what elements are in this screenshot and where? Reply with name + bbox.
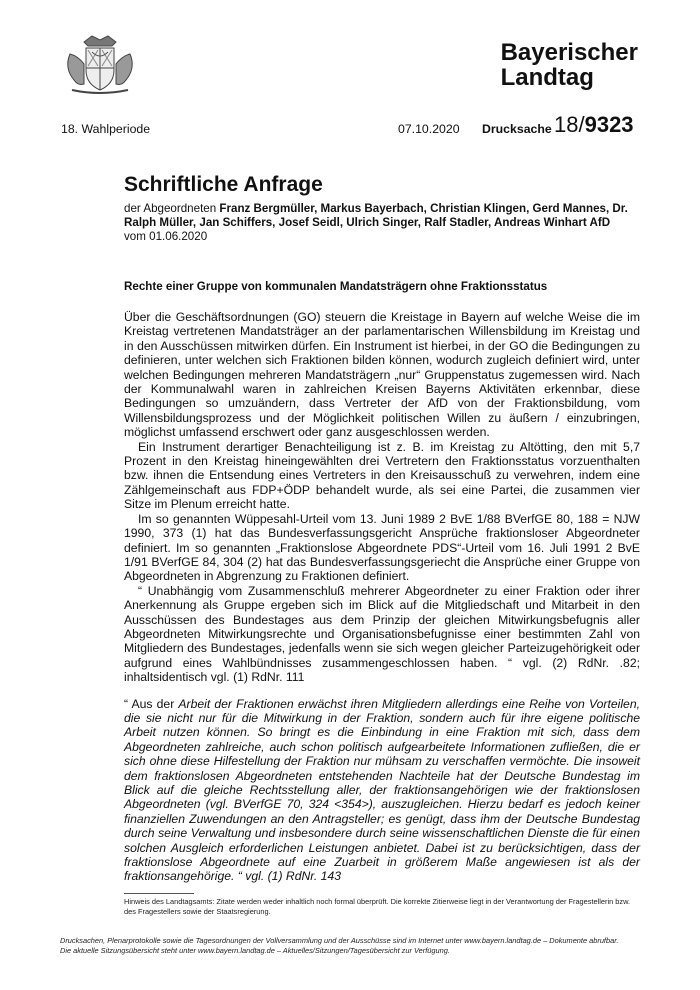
body-paragraph: Über die Geschäftsordnungen (GO) steuern die Kreistage in Bayern auf welche Weise die im Kreistag vertretenen Mandatsträger an der parlamentarischen Willensbildung im Kreistag und in den Ausschüssen mitwirken dürfen. Ein Instrument ist hierbei, in der GO die Bedingungen zu definieren, unter welchen sich Fraktionen bilden können, wodurch zugleich definiert wird, unter welchen Bedingungen mehreren Mandatsträgern „nur“ Gruppenstatus zugemessen wird. Nach der Kommunalwahl waren in zahlreichen Kreisen Bayerns Aktivitäten erkennbar, diese Bedingungen so umzuändern, dass Vertreter der AfD von der Fraktionsbildung, vom Willensbildungsprozess und der Möglichkeit politischen Willen zu äußern / einzubringen, möglichst umfassend erschwert oder ganz ausgeschlossen werden. bbox=[124, 310, 640, 440]
quote-italic-text: Arbeit der Fraktionen erwächst ihren Mitgliedern allerdings eine Reihe von Vorteilen, die sie nicht nur für die Mitwirkung in der Fraktion, sondern auch für ihre eigene politische Arbeit nutzen können. So bringt es die Einbindung in eine Fraktion mit sich, dass dem Abgeordneten zahlreiche, auch schon politisch aufgearbeitete Informationen zufließen, die er sich ohne diese Hilfestellung der Fraktion nur mühsam zu verschaffen vermöchte. Die insoweit dem fraktionslosen Abgeordneten entstehenden Nachteile hat der Deutsche Bundestag im Blick auf die gleiche Rechtsstellung aller, der fraktionsangehörigen wie der fraktionslosen Abgeordneten (vgl. BVerfGE 70, 324 <354>), auszugleichen. Hierzu bedarf es jedoch keiner finanziellen Zuwendungen an den Antragsteller; es genügt, dass ihm der Deutsche Bundestag durch seine Verwaltung und insbesondere durch seine wissenschaftlichen Dienste die für einen solchen Ausgleich erforderlichen Leistungen anbietet. Dabei ist zu berücksichtigen, dass der fraktionslose Abgeordnete auf eine Zuarbeit in größerem Maße angewiesen ist als der fraktionsangehörige. “ vgl. (1) RdNr. 143 bbox=[124, 696, 640, 884]
page-footer bbox=[60, 936, 640, 956]
quote-paragraph bbox=[124, 697, 640, 884]
authors-block bbox=[124, 202, 640, 244]
document-date: 07.10.2020 bbox=[398, 122, 460, 136]
footnote-divider bbox=[124, 893, 194, 894]
footer-line-2: Die aktuelle Sitzungsübersicht steht unter www.bayern.landtag.de – Aktuelles/Sitzungen/Tagesübersicht zur Verfügung. bbox=[60, 946, 450, 955]
drucksache-label: Drucksache bbox=[482, 122, 552, 136]
wahlperiode: 18. Wahlperiode bbox=[61, 122, 151, 136]
body-paragraph: “ Unabhängig vom Zusammenschluß mehrerer Abgeordneter zu einer Fraktion oder ihrer Anerkennung als Gruppe ergeben sich im Blick auf die Mitgliedschaft und Mitarbeit in den Ausschüssen des Bundestages aus dem Prinzip der gleichen Mitwirkungsbefugnis aller Abgeordneten Mitwirkungsrechte und Organisationsbefugnisse einer bestimmten Zahl von Mitgliedern des Bundestages, jedenfalls wenn sie sich wegen gleicher Parteizugehörigkeit oder aufgrund eines Wahlbündnisses zusammengeschlossen haben. “ vgl. (2) RdNr. .82; inhaltsidentisch vgl. (1) RdNr. 111 bbox=[124, 583, 640, 685]
document-body bbox=[124, 310, 640, 884]
footer-line-1: Drucksachen, Plenarprotokolle sowie die Tagesordnungen der Vollversammlung und der Ausschüsse sind im Internet unter www.bayern.landtag.de – Dokumente abrufbar. bbox=[60, 936, 619, 945]
drucksache-main-number: 9323 bbox=[584, 112, 634, 137]
document-meta-row bbox=[0, 112, 700, 138]
quote-open: “ Aus der bbox=[124, 696, 179, 711]
body-paragraph: Ein Instrument derartiger Benachteiligung ist z. B. im Kreistag zu Altötting, den mit 5,7 Prozent in den Kreistag hineingewählten drei Vertretern den Fraktionsstatus vorzuenthalten bzw. ihnen die Entsendung eines Vertreters in den Kreisausschuß zu verwehren, indem eine Zählgemeinschaft aus FDP+ÖDP behandelt wurde, als sei eine Partei, die zusammen vier Sitze im Plenum erreicht hatte. bbox=[124, 439, 640, 512]
document-subject: Rechte einer Gruppe von kommunalen Mandatsträgern ohne Fraktionsstatus bbox=[124, 280, 548, 293]
brand-line-1: Bayerischer bbox=[500, 39, 638, 66]
authors-date: vom 01.06.2020 bbox=[124, 230, 208, 243]
body-paragraph: Im so genannten Wüppesahl-Urteil vom 13. Juni 1989 2 BvE 1/88 BVerfGE 80, 188 = NJW 1990, 373 (1) hat das Bundesverfassungsgericht Ansprüche fraktionsloser Abgeordneter definiert. Im so genannten „Fraktionslose Abgeordnete PDS“-Urteil vom 16. Juli 1991 2 BvE 1/91 BVerfGE 84, 304 (2) hat das Bundesverfassungsgeriecht die Ansprüche einer Gruppe von Abgeordneten in Abgrenzung zu Fraktionen definiert. bbox=[124, 511, 640, 584]
authors-prefix: der Abgeordneten bbox=[124, 202, 220, 215]
drucksache-prefix: 18/ bbox=[554, 112, 585, 137]
document-title: Schriftliche Anfrage bbox=[124, 173, 323, 196]
drucksache-number bbox=[554, 112, 634, 138]
brand-line-2: Landtag bbox=[500, 64, 594, 91]
footnote: Hinweis des Landtagsamts: Zitate werden weder inhaltlich noch formal überprüft. Die korrekte Zitierweise liegt in der Verantwortung der Fragestellerin bzw. des Fragestellers sowie der Staatsregierung. bbox=[124, 897, 631, 916]
brand-wordmark bbox=[501, 40, 638, 90]
bavarian-coat-of-arms-icon bbox=[60, 34, 140, 96]
authors-names: Franz Bergmüller, Markus Bayerbach, Christian Klingen, Gerd Mannes, Dr. Ralph Müller, Jan Schiffers, Josef Seidl, Ulrich Singer, Ralf Stadler, Andreas Winhart AfD bbox=[124, 202, 628, 229]
